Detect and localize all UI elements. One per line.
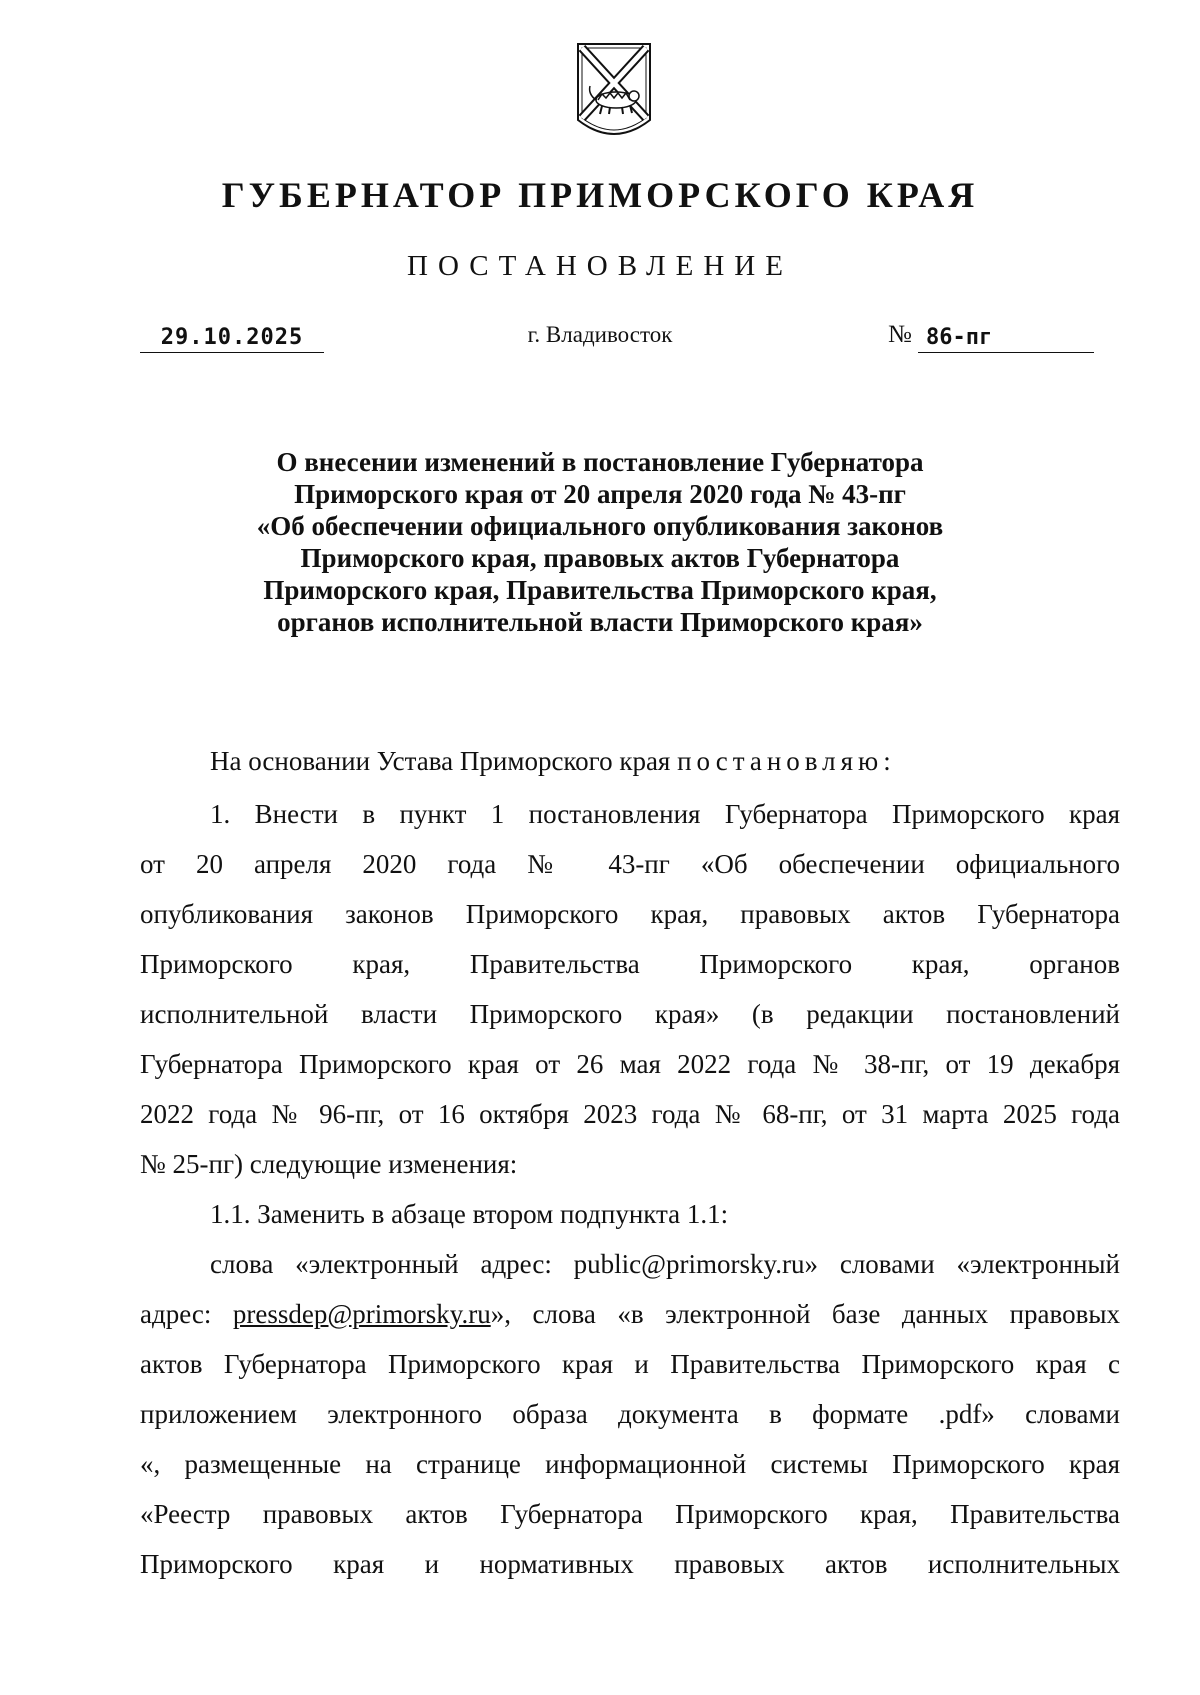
number-sign: № xyxy=(888,321,912,348)
document-number: 86-пг xyxy=(918,324,1094,353)
subject-line: «Об обеспечении официального опубликования законов xyxy=(256,511,944,541)
document-subject xyxy=(200,446,1000,638)
para-line: Приморского края и нормативных правовых актов исполнительных xyxy=(140,1549,1120,1579)
item1-line: от 20 апреля 2020 года № 43-пг «Об обеспечении официального xyxy=(140,849,1120,879)
preamble-decree-word: постановляю: xyxy=(677,746,896,776)
subject-line: О внесении изменений в постановление Губернатора xyxy=(276,447,924,477)
para-line: актов Губернатора Приморского края и Правительства Приморского края с xyxy=(140,1349,1120,1379)
item1-line: 1. Внести в пункт 1 постановления Губернатора Приморского края xyxy=(210,799,1120,829)
subject-line: Приморского края, правовых актов Губернатора xyxy=(300,543,900,573)
item1-line: 2022 года № 96-пг, от 16 октября 2023 года № 68-пг, от 31 марта 2025 года xyxy=(140,1099,1120,1129)
authority-title: ГУБЕРНАТОР ПРИМОРСКОГО КРАЯ xyxy=(221,175,979,215)
para-line: «, размещенные на странице информационной системы Приморского края xyxy=(140,1449,1120,1479)
para-line: приложением электронного образа документа в формате .pdf» словами xyxy=(140,1399,1120,1429)
para-text: адрес: xyxy=(140,1299,233,1329)
document-date: 29.10.2025 xyxy=(140,324,324,353)
item1-line: Губернатора Приморского края от 26 мая 2022 года № 38-пг, от 19 декабря xyxy=(140,1049,1120,1079)
subject-line: Приморского края, Правительства Приморского края, xyxy=(263,575,937,605)
primorsky-coat-of-arms-icon xyxy=(572,40,656,152)
para-line: слова «электронный адрес: public@primorsky.ru» словами «электронный xyxy=(210,1249,1120,1279)
item1-line: исполнительной власти Приморского края» (в редакции постановлений xyxy=(140,999,1120,1029)
subject-line: Приморского края от 20 апреля 2020 года № 43-пг xyxy=(294,479,906,509)
preamble-text: На основании Устава Приморского края xyxy=(210,746,678,776)
item1-line: опубликования законов Приморского края, правовых актов Губернатора xyxy=(140,899,1120,929)
document-type: ПОСТАНОВЛЕНИЕ xyxy=(407,250,793,282)
item1-line: Приморского края, Правительства Приморского края, органов xyxy=(140,949,1120,979)
item-1-1: 1.1. Заменить в абзаце втором подпункта 1.1: xyxy=(210,1199,729,1229)
subject-line: органов исполнительной власти Приморского края» xyxy=(277,607,923,637)
para-text: », слова «в электронной базе данных правовых xyxy=(490,1299,1120,1329)
para-line-email xyxy=(140,1297,1120,1331)
item1-line: № 25-пг) следующие изменения: xyxy=(140,1149,518,1179)
document-city: г. Владивосток xyxy=(527,322,673,347)
para-line: «Реестр правовых актов Губернатора Приморского края, Правительства xyxy=(140,1499,1120,1529)
email-link[interactable]: pressdep@primorsky.ru xyxy=(232,1299,491,1329)
preamble xyxy=(210,744,1120,778)
